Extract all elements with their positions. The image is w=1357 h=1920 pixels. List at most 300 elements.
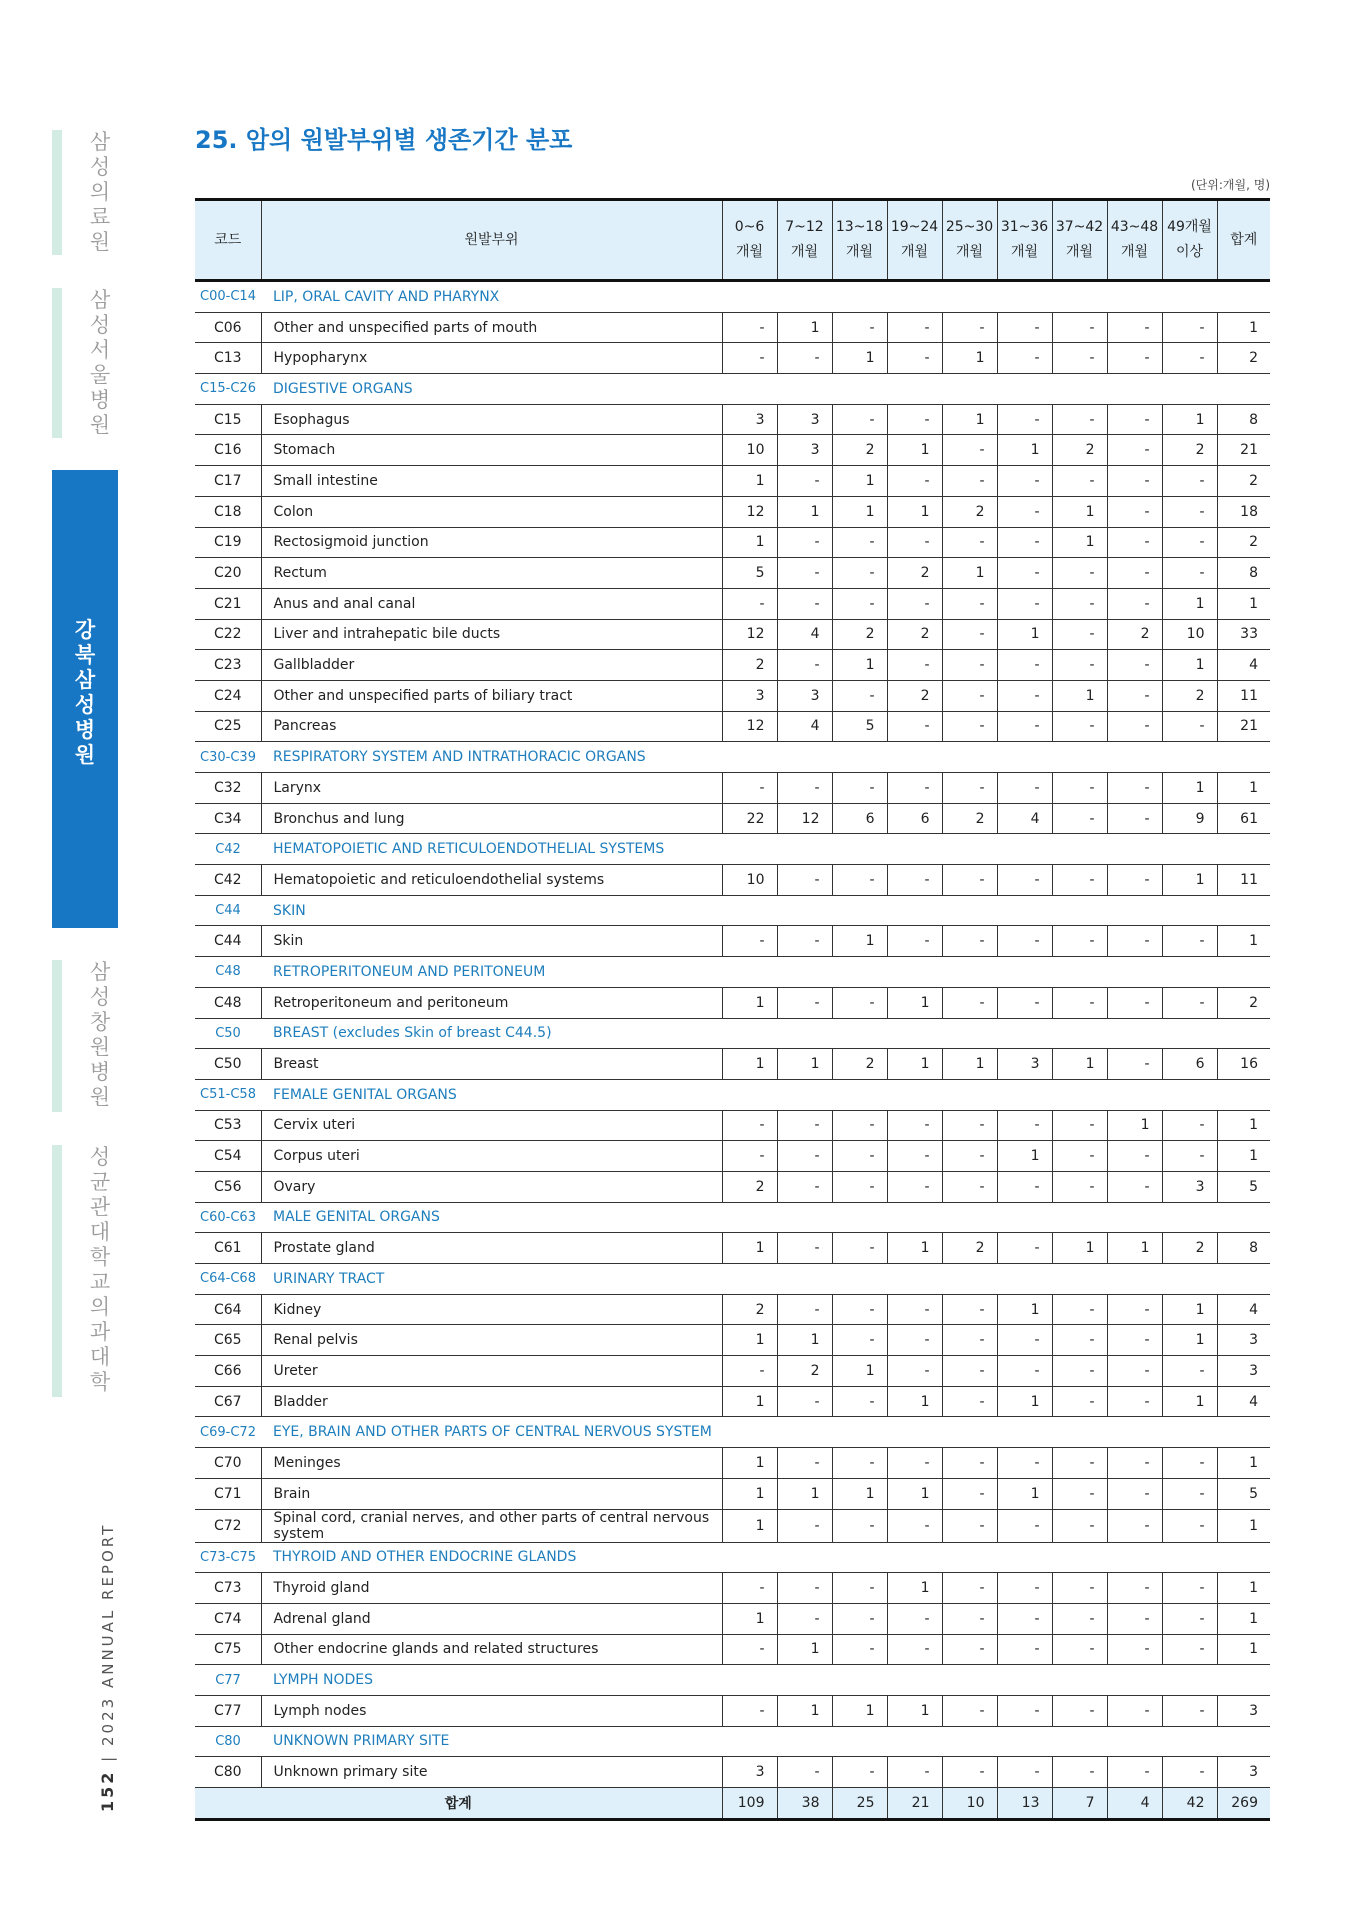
site-code: C17 — [195, 466, 261, 497]
cell-value: 1 — [887, 435, 942, 466]
site-code: C18 — [195, 496, 261, 527]
cell-value: - — [1052, 404, 1107, 435]
cell-value: - — [1107, 1325, 1162, 1356]
cell-value: - — [1052, 803, 1107, 834]
category-row — [195, 1726, 1270, 1757]
site-name: Hematopoietic and reticuloendothelial systems — [261, 865, 722, 896]
page-title: 25. 암의 원발부위별 생존기간 분포 — [195, 126, 573, 154]
site-name: Kidney — [261, 1294, 722, 1325]
category-name: UNKNOWN PRIMARY SITE — [261, 1726, 1270, 1757]
cell-value: 2 — [1217, 343, 1270, 374]
cell-value: 1 — [1217, 926, 1270, 957]
cell-value: - — [887, 1509, 942, 1542]
cell-value: - — [832, 558, 887, 589]
cell-value: 1 — [1217, 1448, 1270, 1479]
cell-value: - — [1162, 343, 1217, 374]
site-name: Other and unspecified parts of biliary tract — [261, 680, 722, 711]
site-name: Retroperitoneum and peritoneum — [261, 987, 722, 1018]
cell-value: - — [1162, 1634, 1217, 1665]
cell-value: - — [777, 1386, 832, 1417]
cell-value: - — [997, 496, 1052, 527]
side-nav-bar — [52, 130, 62, 255]
page-footer — [98, 1523, 117, 1812]
cell-value: - — [1107, 466, 1162, 497]
cell-value: - — [1162, 1110, 1217, 1141]
cell-value: 1 — [997, 1386, 1052, 1417]
cell-value: 5 — [1217, 1478, 1270, 1509]
category-code: C30-C39 — [195, 742, 261, 773]
cell-value: 1 — [832, 466, 887, 497]
cell-value: - — [777, 527, 832, 558]
category-name: HEMATOPOIETIC AND RETICULOENDOTHELIAL SYSTEMS — [261, 834, 1270, 865]
header-period — [1052, 200, 1107, 281]
header-period-top: 43~48 — [1110, 219, 1159, 235]
cell-value: - — [1107, 1386, 1162, 1417]
cell-value: - — [942, 865, 997, 896]
cell-value: - — [997, 865, 1052, 896]
cell-value: - — [942, 1603, 997, 1634]
category-row — [195, 1079, 1270, 1110]
side-nav-bar — [52, 960, 62, 1112]
cell-value: - — [1162, 987, 1217, 1018]
cell-value: 2 — [722, 1294, 777, 1325]
cell-value: 4 — [997, 803, 1052, 834]
site-name: Other endocrine glands and related structures — [261, 1634, 722, 1665]
cell-value: 1 — [777, 1695, 832, 1726]
table-row — [195, 1110, 1270, 1141]
header-period-bottom: 개월 — [1065, 244, 1094, 260]
cell-value: - — [942, 588, 997, 619]
cell-value: - — [997, 650, 1052, 681]
cell-value: - — [1107, 588, 1162, 619]
cell-value: 21 — [1217, 435, 1270, 466]
cell-value: - — [1107, 1509, 1162, 1542]
cell-value: 1 — [777, 312, 832, 343]
cell-value: 8 — [1217, 1233, 1270, 1264]
header-period — [887, 200, 942, 281]
category-row — [195, 895, 1270, 926]
cell-value: 2 — [1162, 1233, 1217, 1264]
cell-value: - — [832, 1603, 887, 1634]
cell-value: - — [1107, 1695, 1162, 1726]
cell-value: - — [887, 1171, 942, 1202]
cell-value: 1 — [722, 527, 777, 558]
cell-value: - — [832, 1757, 887, 1788]
cell-value: 1 — [997, 435, 1052, 466]
cell-value: 12 — [722, 619, 777, 650]
cell-value: - — [777, 1294, 832, 1325]
cell-value: 1 — [1107, 1233, 1162, 1264]
table-row — [195, 588, 1270, 619]
cell-value: - — [1107, 1356, 1162, 1387]
category-name: DIGESTIVE ORGANS — [261, 374, 1270, 405]
cell-value: - — [997, 404, 1052, 435]
site-name: Bladder — [261, 1386, 722, 1417]
category-row — [195, 834, 1270, 865]
cell-value: - — [997, 558, 1052, 589]
category-code: C50 — [195, 1018, 261, 1049]
cell-value: - — [832, 1573, 887, 1604]
cell-value: 1 — [1217, 588, 1270, 619]
total-value: 13 — [997, 1788, 1052, 1820]
site-code: C21 — [195, 588, 261, 619]
category-row — [195, 742, 1270, 773]
table-row — [195, 466, 1270, 497]
site-name: Stomach — [261, 435, 722, 466]
side-nav-samsung-medical-center[interactable] — [52, 130, 118, 255]
cell-value: - — [1162, 1695, 1217, 1726]
cell-value: - — [1162, 1448, 1217, 1479]
cell-value: 2 — [722, 650, 777, 681]
total-value: 4 — [1107, 1788, 1162, 1820]
cell-value: - — [777, 1171, 832, 1202]
cell-value: - — [942, 1695, 997, 1726]
table-row — [195, 1509, 1270, 1542]
cell-value: 12 — [777, 803, 832, 834]
cell-value: - — [1107, 650, 1162, 681]
cell-value: - — [777, 343, 832, 374]
site-code: C75 — [195, 1634, 261, 1665]
cell-value: - — [832, 1386, 887, 1417]
cell-value: 2 — [832, 1049, 887, 1080]
cell-value: - — [777, 1110, 832, 1141]
site-name: Brain — [261, 1478, 722, 1509]
cell-value: 1 — [722, 1325, 777, 1356]
cell-value: 1 — [1217, 1509, 1270, 1542]
cell-value: 2 — [1162, 435, 1217, 466]
cell-value: - — [777, 1757, 832, 1788]
cell-value: - — [832, 1325, 887, 1356]
site-name: Other and unspecified parts of mouth — [261, 312, 722, 343]
cell-value: - — [942, 680, 997, 711]
cell-value: - — [887, 865, 942, 896]
header-period-top: 37~42 — [1055, 219, 1104, 235]
cell-value: - — [887, 773, 942, 804]
header-period-bottom: 개월 — [1010, 244, 1039, 260]
cell-value: - — [1107, 1603, 1162, 1634]
cell-value: - — [832, 312, 887, 343]
cell-value: - — [1052, 773, 1107, 804]
cell-value: - — [1052, 1573, 1107, 1604]
header-period — [1162, 200, 1217, 281]
cell-value: 2 — [832, 619, 887, 650]
header-total: 합계 — [1217, 200, 1270, 281]
category-code: C44 — [195, 895, 261, 926]
header-period-top: 13~18 — [835, 219, 884, 235]
category-name: SKIN — [261, 895, 1270, 926]
header-period-top: 7~12 — [785, 219, 824, 235]
cell-value: 1 — [1052, 1049, 1107, 1080]
cell-value: 3 — [722, 1757, 777, 1788]
cell-value: - — [1052, 1509, 1107, 1542]
cell-value: - — [1107, 773, 1162, 804]
cell-value: - — [1107, 711, 1162, 742]
cell-value: 1 — [832, 1695, 887, 1726]
table-row — [195, 1448, 1270, 1479]
site-code: C53 — [195, 1110, 261, 1141]
cell-value: - — [997, 312, 1052, 343]
category-row — [195, 281, 1270, 313]
cell-value: - — [832, 1171, 887, 1202]
footer-divider: | — [99, 1745, 117, 1762]
cell-value: - — [997, 466, 1052, 497]
cell-value: - — [722, 1695, 777, 1726]
cell-value: 18 — [1217, 496, 1270, 527]
site-code: C74 — [195, 1603, 261, 1634]
site-name: Bronchus and lung — [261, 803, 722, 834]
cell-value: - — [887, 1603, 942, 1634]
site-name: Gallbladder — [261, 650, 722, 681]
cell-value: - — [1052, 1110, 1107, 1141]
cell-value: 4 — [1217, 1386, 1270, 1417]
table-row — [195, 527, 1270, 558]
site-code: C22 — [195, 619, 261, 650]
cell-value: - — [832, 527, 887, 558]
cell-value: 1 — [1162, 588, 1217, 619]
cell-value: 3 — [1217, 1695, 1270, 1726]
cell-value: 5 — [722, 558, 777, 589]
total-value: 21 — [887, 1788, 942, 1820]
cell-value: 4 — [1217, 650, 1270, 681]
cell-value: - — [942, 650, 997, 681]
header-period-bottom: 개월 — [735, 244, 764, 260]
site-name: Prostate gland — [261, 1233, 722, 1264]
page-number: 152 — [98, 1769, 117, 1812]
table-header — [195, 200, 1270, 281]
site-code: C42 — [195, 865, 261, 896]
table-row — [195, 1049, 1270, 1080]
side-nav-skku-medicine[interactable] — [52, 1145, 118, 1397]
cell-value: 1 — [777, 1634, 832, 1665]
cell-value: 3 — [722, 680, 777, 711]
site-code: C77 — [195, 1695, 261, 1726]
cell-value: 1 — [722, 466, 777, 497]
cell-value: - — [722, 343, 777, 374]
cell-value: 2 — [1217, 527, 1270, 558]
side-nav-label: 삼성서울병원 — [89, 288, 111, 437]
cell-value: 22 — [722, 803, 777, 834]
cell-value: 1 — [887, 1233, 942, 1264]
table-row — [195, 1695, 1270, 1726]
cell-value: - — [1052, 926, 1107, 957]
side-nav-samsung-seoul-hospital[interactable] — [52, 288, 118, 438]
cell-value: - — [777, 773, 832, 804]
cell-value: 1 — [1162, 865, 1217, 896]
cell-value: 3 — [777, 435, 832, 466]
table-row — [195, 773, 1270, 804]
site-name: Ureter — [261, 1356, 722, 1387]
cell-value: - — [1052, 1386, 1107, 1417]
cell-value: - — [1107, 1294, 1162, 1325]
header-period — [1107, 200, 1162, 281]
site-name: Hypopharynx — [261, 343, 722, 374]
site-code: C80 — [195, 1757, 261, 1788]
side-nav-kangbuk-samsung-hospital[interactable] — [52, 470, 118, 928]
site-name: Colon — [261, 496, 722, 527]
table-row — [195, 711, 1270, 742]
cell-value: - — [1052, 711, 1107, 742]
cell-value: - — [942, 1757, 997, 1788]
category-row — [195, 374, 1270, 405]
cell-value: 21 — [1217, 711, 1270, 742]
cell-value: - — [1162, 558, 1217, 589]
table-row — [195, 404, 1270, 435]
cell-value: 3 — [722, 404, 777, 435]
cell-value: 11 — [1217, 865, 1270, 896]
header-period-bottom: 개월 — [1120, 244, 1149, 260]
cell-value: - — [942, 1294, 997, 1325]
cell-value: - — [832, 1509, 887, 1542]
table-row — [195, 1634, 1270, 1665]
table-row — [195, 435, 1270, 466]
cell-value: - — [997, 1757, 1052, 1788]
cell-value: - — [942, 1141, 997, 1172]
site-code: C70 — [195, 1448, 261, 1479]
site-name: Meninges — [261, 1448, 722, 1479]
site-name: Rectum — [261, 558, 722, 589]
cell-value: 3 — [777, 404, 832, 435]
cell-value: - — [997, 1509, 1052, 1542]
table-row — [195, 496, 1270, 527]
site-name: Unknown primary site — [261, 1757, 722, 1788]
cell-value: - — [942, 619, 997, 650]
table-row — [195, 1478, 1270, 1509]
cell-value: - — [722, 1141, 777, 1172]
cell-value: - — [942, 1478, 997, 1509]
cell-value: - — [942, 987, 997, 1018]
cell-value: 1 — [942, 404, 997, 435]
table-body — [195, 281, 1270, 1820]
cell-value: - — [1052, 1634, 1107, 1665]
table-row — [195, 1294, 1270, 1325]
cell-value: - — [1107, 1634, 1162, 1665]
cell-value: 1 — [832, 1356, 887, 1387]
total-value: 38 — [777, 1788, 832, 1820]
cell-value: - — [997, 711, 1052, 742]
cell-value: 2 — [942, 803, 997, 834]
cell-value: - — [1107, 1478, 1162, 1509]
cell-value: 2 — [777, 1356, 832, 1387]
cell-value: 1 — [942, 1049, 997, 1080]
cell-value: - — [1052, 312, 1107, 343]
cell-value: - — [832, 1448, 887, 1479]
cell-value: - — [942, 1573, 997, 1604]
site-name: Esophagus — [261, 404, 722, 435]
cell-value: 1 — [1162, 1386, 1217, 1417]
cell-value: - — [1107, 680, 1162, 711]
cell-value: 3 — [1217, 1757, 1270, 1788]
cell-value: 2 — [1052, 435, 1107, 466]
site-name: Adrenal gland — [261, 1603, 722, 1634]
cell-value: - — [777, 588, 832, 619]
header-period-top: 31~36 — [1000, 219, 1049, 235]
cell-value: 1 — [1162, 650, 1217, 681]
site-code: C15 — [195, 404, 261, 435]
cell-value: - — [1052, 650, 1107, 681]
cell-value: 5 — [1217, 1171, 1270, 1202]
cell-value: - — [997, 773, 1052, 804]
category-code: C00-C14 — [195, 281, 261, 313]
site-name: Ovary — [261, 1171, 722, 1202]
cell-value: 2 — [1107, 619, 1162, 650]
cell-value: - — [997, 926, 1052, 957]
cell-value: - — [887, 588, 942, 619]
cell-value: 8 — [1217, 558, 1270, 589]
cell-value: 2 — [887, 619, 942, 650]
cell-value: - — [1107, 926, 1162, 957]
cell-value: - — [1107, 1171, 1162, 1202]
cell-value: 1 — [997, 1141, 1052, 1172]
table-row — [195, 1356, 1270, 1387]
cell-value: - — [777, 865, 832, 896]
total-value: 25 — [832, 1788, 887, 1820]
table-row — [195, 343, 1270, 374]
cell-value: 9 — [1162, 803, 1217, 834]
cell-value: 1 — [1217, 1634, 1270, 1665]
cell-value: 1 — [942, 343, 997, 374]
cell-value: - — [1052, 865, 1107, 896]
cell-value: 1 — [1217, 1603, 1270, 1634]
unit-note: (단위:개월, 명) — [1191, 178, 1270, 192]
cell-value: 33 — [1217, 619, 1270, 650]
cell-value: - — [1162, 711, 1217, 742]
cell-value: 4 — [777, 619, 832, 650]
cell-value: 3 — [997, 1049, 1052, 1080]
cell-value: 1 — [997, 619, 1052, 650]
cell-value: - — [1052, 1294, 1107, 1325]
cell-value: - — [1052, 558, 1107, 589]
cell-value: - — [832, 1141, 887, 1172]
cell-value: - — [832, 588, 887, 619]
total-label: 합계 — [195, 1788, 722, 1820]
site-name: Corpus uteri — [261, 1141, 722, 1172]
cell-value: 1 — [1217, 1110, 1270, 1141]
table-row — [195, 1233, 1270, 1264]
cell-value: - — [832, 1110, 887, 1141]
table-row — [195, 1171, 1270, 1202]
cell-value: 1 — [1162, 404, 1217, 435]
cell-value: - — [777, 558, 832, 589]
header-period-bottom: 개월 — [900, 244, 929, 260]
header-code: 코드 — [195, 200, 261, 281]
cell-value: 2 — [1162, 680, 1217, 711]
cell-value: - — [777, 1509, 832, 1542]
category-code: C51-C58 — [195, 1079, 261, 1110]
cell-value: - — [722, 312, 777, 343]
cell-value: - — [1162, 312, 1217, 343]
cell-value: - — [1052, 1603, 1107, 1634]
header-period — [722, 200, 777, 281]
cell-value: 6 — [832, 803, 887, 834]
cell-value: - — [887, 1141, 942, 1172]
cell-value: 2 — [722, 1171, 777, 1202]
side-nav-samsung-changwon-hospital[interactable] — [52, 960, 118, 1112]
cell-value: 1 — [832, 1478, 887, 1509]
cell-value: 1 — [777, 1478, 832, 1509]
cell-value: - — [997, 1325, 1052, 1356]
cell-value: - — [722, 1634, 777, 1665]
cell-value: - — [887, 1325, 942, 1356]
cell-value: - — [1162, 1509, 1217, 1542]
cell-value: 1 — [1217, 312, 1270, 343]
cell-value: - — [832, 1233, 887, 1264]
cell-value: 1 — [722, 1386, 777, 1417]
cell-value: 1 — [1162, 773, 1217, 804]
cell-value: - — [887, 650, 942, 681]
cell-value: 1 — [887, 496, 942, 527]
cell-value: - — [997, 588, 1052, 619]
header-period — [997, 200, 1052, 281]
